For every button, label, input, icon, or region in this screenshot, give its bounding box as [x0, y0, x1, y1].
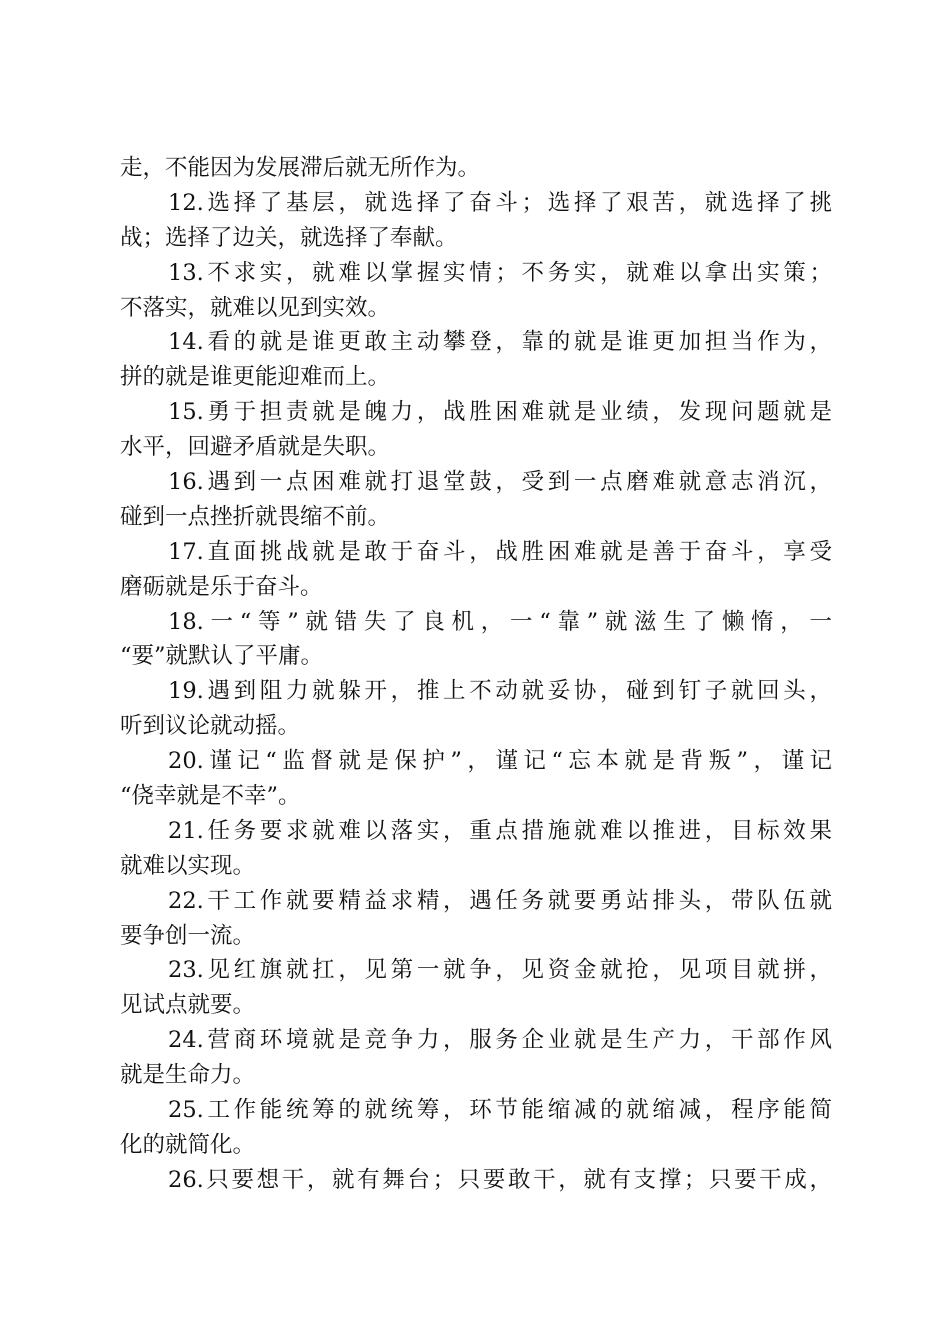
text-line: 水平，回避矛盾就是失职。 — [120, 434, 391, 461]
text-line: 25.工作能统筹的就统筹，环节能缩减的就缩减，程序能简 — [168, 1097, 832, 1124]
text-line: 20.谨记“监督就是保护”，谨记“忘本就是背叛”，谨记 — [168, 748, 832, 775]
text-line: “要”就默认了平庸。 — [120, 643, 324, 670]
text-line: 18.一“等”就错失了良机，一“靠”就滋生了懒惰，一 — [168, 608, 832, 635]
text-line: “侥幸就是不幸”。 — [120, 783, 301, 810]
text-line: 听到议论就动摇。 — [120, 713, 301, 740]
text-line: 化的就简化。 — [120, 1131, 256, 1158]
text-line: 磨砺就是乐于奋斗。 — [120, 573, 323, 600]
text-line: 走，不能因为发展滞后就无所作为。 — [120, 155, 481, 181]
document-body — [120, 151, 832, 1198]
text-line: 13.不求实，就难以掌握实情；不务实，就难以拿出实策； — [168, 259, 832, 286]
text-line: 17.直面挑战就是敢于奋斗，战胜困难就是善于奋斗，享受 — [168, 538, 832, 565]
text-line: 不落实，就难以见到实效。 — [120, 294, 391, 321]
text-line: 26.只要想干，就有舞台；只要敢干，就有支撑；只要干成， — [168, 1166, 832, 1193]
text-line: 21.任务要求就难以落实，重点措施就难以推进，目标效果 — [168, 817, 832, 844]
text-line: 要争创一流。 — [120, 922, 256, 949]
text-line: 16.遇到一点困难就打退堂鼓，受到一点磨难就意志消沉， — [168, 469, 832, 496]
text-line: 12.选择了基层，就选择了奋斗；选择了艰苦，就选择了挑 — [168, 189, 832, 216]
text-line: 22.干工作就要精益求精，遇任务就要勇站排头，带队伍就 — [168, 887, 832, 914]
text-line: 碰到一点挫折就畏缩不前。 — [120, 503, 391, 530]
text-line: 就是生命力。 — [120, 1062, 256, 1089]
text-line: 14.看的就是谁更敢主动攀登，靠的就是谁更加担当作为， — [168, 329, 832, 356]
text-line: 15.勇于担责就是魄力，战胜困难就是业绩，发现问题就是 — [168, 399, 832, 426]
text-line: 见试点就要。 — [120, 992, 256, 1019]
text-line: 拼的就是谁更能迎难而上。 — [120, 364, 391, 391]
text-line: 战；选择了边关，就选择了奉献。 — [120, 224, 458, 251]
text-line: 19.遇到阻力就躲开，推上不动就妥协，碰到钉子就回头， — [168, 678, 832, 705]
text-line: 就难以实现。 — [120, 852, 256, 879]
text-line: 24.营商环境就是竞争力，服务企业就是生产力，干部作风 — [168, 1027, 832, 1054]
text-line: 23.见红旗就扛，见第一就争，见资金就抢，见项目就拼， — [168, 957, 832, 984]
